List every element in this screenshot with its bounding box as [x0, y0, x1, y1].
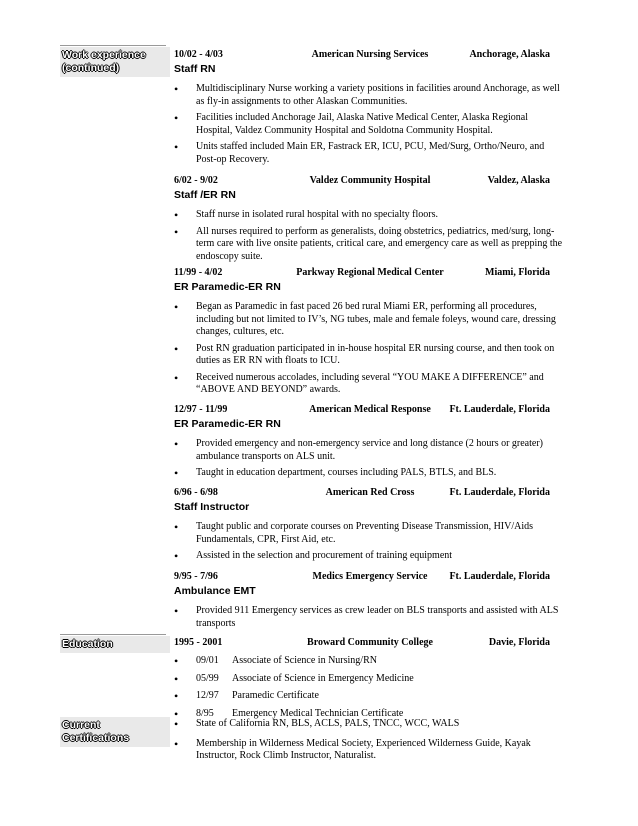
list-item [174, 690, 566, 703]
bullet-icon: • [174, 717, 179, 731]
job-org: Medics Emergency Service [312, 571, 428, 582]
bullet-icon: • [174, 689, 179, 703]
job-org: Parkway Regional Medical Center [296, 267, 444, 278]
degree-name: Emergency Medical Technician Certificate [232, 707, 404, 719]
bullet-text: Taught public and corporate courses on Preventing Disease Transmission, HIV/Aids Fundamentals, CPR, First Aid, etc. [196, 521, 534, 545]
bullet-icon: • [174, 300, 179, 314]
job-header [174, 486, 566, 499]
education-location: Davie, Florida [488, 637, 550, 648]
bullet-text: Multidisciplinary Nurse working a variety positions in facilities around Anchorage, as well as fly-in assignments to other Alaskan Communities. [196, 83, 560, 107]
job-title: ER Paramedic-ER RN [174, 281, 281, 293]
job-title: Staff RN [174, 63, 216, 75]
bullet-text: Provided emergency and non-emergency service and long distance (2 hours or greater) ambulance transports on ALS unit. [196, 438, 544, 462]
job-header [174, 174, 566, 187]
job-location: Anchorage, Alaska [469, 49, 550, 60]
list-item [174, 226, 566, 264]
degree-date: 12/97 [196, 690, 219, 701]
job-entry [174, 266, 566, 397]
bullet-icon: • [174, 437, 179, 451]
bullet-icon: • [174, 549, 179, 563]
job-org: American Nursing Services [311, 49, 429, 60]
job-location: Ft. Lauderdale, Florida [449, 404, 550, 415]
job-date: 6/02 - 9/02 [174, 175, 218, 186]
bullet-icon: • [174, 706, 179, 721]
job-bullets [174, 521, 566, 563]
list-item [174, 83, 566, 108]
bullet-icon: • [174, 654, 179, 668]
certs-label-text: Current Certifications [62, 719, 130, 744]
section-label-education [60, 636, 170, 653]
certification-text: State of California RN, BLS, ACLS, PALS, TNCC, WCC, WALS [196, 718, 460, 729]
bullet-text: All nurses required to perform as generalists, doing obstetrics, pediatrics, med/surg, long-term care with live onsite patients, critical care, and emergency care as well as prepping the endoscopy suite. [196, 225, 563, 262]
job-date: 11/99 - 4/02 [174, 267, 223, 278]
bullet-icon: • [174, 736, 179, 751]
work-label-line2: (continued) [62, 62, 120, 74]
job-title: Ambulance EMT [174, 585, 256, 597]
section-divider [60, 45, 166, 46]
bullet-icon: • [174, 466, 179, 480]
certification-text: Membership in Wilderness Medical Society, Experienced Wilderness Guide, Kayak Instructor, Rock Climb Instructor, Naturalist. [196, 737, 531, 761]
job-org: Valdez Community Hospital [309, 175, 431, 186]
education-items [174, 655, 566, 720]
education-entry [174, 636, 566, 720]
list-item [174, 673, 566, 686]
job-title: ER Paramedic-ER RN [174, 418, 281, 430]
list-item [174, 738, 566, 763]
job-org: American Medical Response [309, 404, 431, 415]
list-item [174, 438, 566, 463]
bullet-text: Staff nurse in isolated rural hospital with no specialty floors. [196, 209, 438, 220]
list-item [174, 718, 566, 731]
education-label-text: Education [62, 638, 113, 650]
job-title: Staff Instructor [174, 501, 250, 513]
degree-date: 09/01 [196, 655, 219, 666]
education-date: 1995 - 2001 [174, 637, 223, 648]
job-entry [174, 403, 566, 480]
bullet-icon: • [174, 520, 179, 534]
job-date: 9/95 - 7/96 [174, 571, 218, 582]
bullet-text: Facilities included Anchorage Jail, Alaska Native Medical Center, Alaska Regional Hospital, Valdez Community Hospital and Soldotna Community Hospital. [196, 112, 529, 136]
job-bullets [174, 438, 566, 480]
job-entry [174, 570, 566, 630]
job-location: Ft. Lauderdale, Florida [449, 487, 550, 498]
bullet-icon: • [174, 370, 179, 385]
degree-date: 8/95 [196, 707, 214, 719]
bullet-icon: • [174, 341, 179, 356]
degree-name: Associate of Science in Nursing/RN [232, 655, 377, 666]
job-header [174, 266, 566, 279]
bullet-text: Began as Paramedic in fast paced 26 bed rural Miami ER, performing all procedures, including but not limited to IV’s, NG tubes, male and female foleys, wound care, dressing changes, cultures, etc. [196, 301, 556, 337]
list-item [174, 467, 566, 480]
bullet-icon: • [174, 671, 179, 686]
bullet-text: Post RN graduation participated in in-house hospital ER nursing course, and then took on duties as ER RN with floats to ICU. [196, 342, 555, 366]
job-entry [174, 486, 566, 563]
bullet-icon: • [174, 208, 179, 222]
degree-name: Paramedic Certificate [232, 690, 319, 701]
list-item [174, 343, 566, 368]
bullet-icon: • [174, 82, 179, 96]
section-label-work [60, 47, 170, 77]
list-item [174, 141, 566, 166]
bullet-text: Provided 911 Emergency services as crew leader on BLS transports and assisted with ALS transports [196, 605, 559, 629]
job-entry [174, 174, 566, 263]
certifications-entry [174, 718, 566, 763]
education-school: Broward Community College [307, 637, 433, 648]
job-date: 6/96 - 6/98 [174, 487, 218, 498]
degree-date: 05/99 [196, 672, 219, 684]
job-entry [174, 48, 566, 166]
work-label-line1: Work experience [62, 49, 146, 61]
bullet-icon: • [174, 140, 179, 154]
bullet-text: Taught in education department, courses including PALS, BTLS, and BLS. [196, 467, 497, 478]
bullet-text: Assisted in the selection and procurement of training equipment [196, 550, 453, 561]
list-item [174, 605, 566, 630]
list-item [174, 112, 566, 137]
education-header [174, 636, 566, 649]
section-label-certifications [60, 717, 170, 747]
job-bullets [174, 83, 566, 166]
job-bullets [174, 605, 566, 630]
degree-name: Associate of Science in Emergency Medicine [232, 672, 414, 684]
list-item [174, 550, 566, 563]
job-header [174, 570, 566, 583]
bullet-icon: • [174, 111, 179, 125]
job-bullets [174, 209, 566, 263]
job-bullets [174, 301, 566, 397]
bullet-icon: • [174, 604, 179, 618]
bullet-text: Units staffed included Main ER, Fastrack ER, ICU, PCU, Med/Surg, Ortho/Neuro, and Post-op Recovery. [196, 141, 545, 165]
list-item [174, 655, 566, 668]
job-date: 12/97 - 11/99 [174, 404, 228, 415]
list-item [174, 209, 566, 222]
job-header [174, 48, 566, 61]
certification-items [174, 718, 566, 763]
list-item [174, 521, 566, 546]
list-item [174, 372, 566, 397]
job-location: Ft. Lauderdale, Florida [449, 571, 550, 582]
job-header [174, 403, 566, 416]
job-location: Miami, Florida [485, 267, 550, 278]
section-divider [60, 634, 166, 635]
job-date: 10/02 - 4/03 [174, 49, 223, 60]
bullet-text: Received numerous accolades, including several “YOU MAKE A DIFFERENCE” and “ABOVE AND BEYOND” awards. [196, 371, 544, 395]
job-org: American Red Cross [325, 487, 415, 498]
list-item [174, 301, 566, 339]
job-title: Staff /ER RN [174, 189, 236, 201]
bullet-icon: • [174, 224, 179, 239]
job-location: Valdez, Alaska [487, 175, 550, 186]
